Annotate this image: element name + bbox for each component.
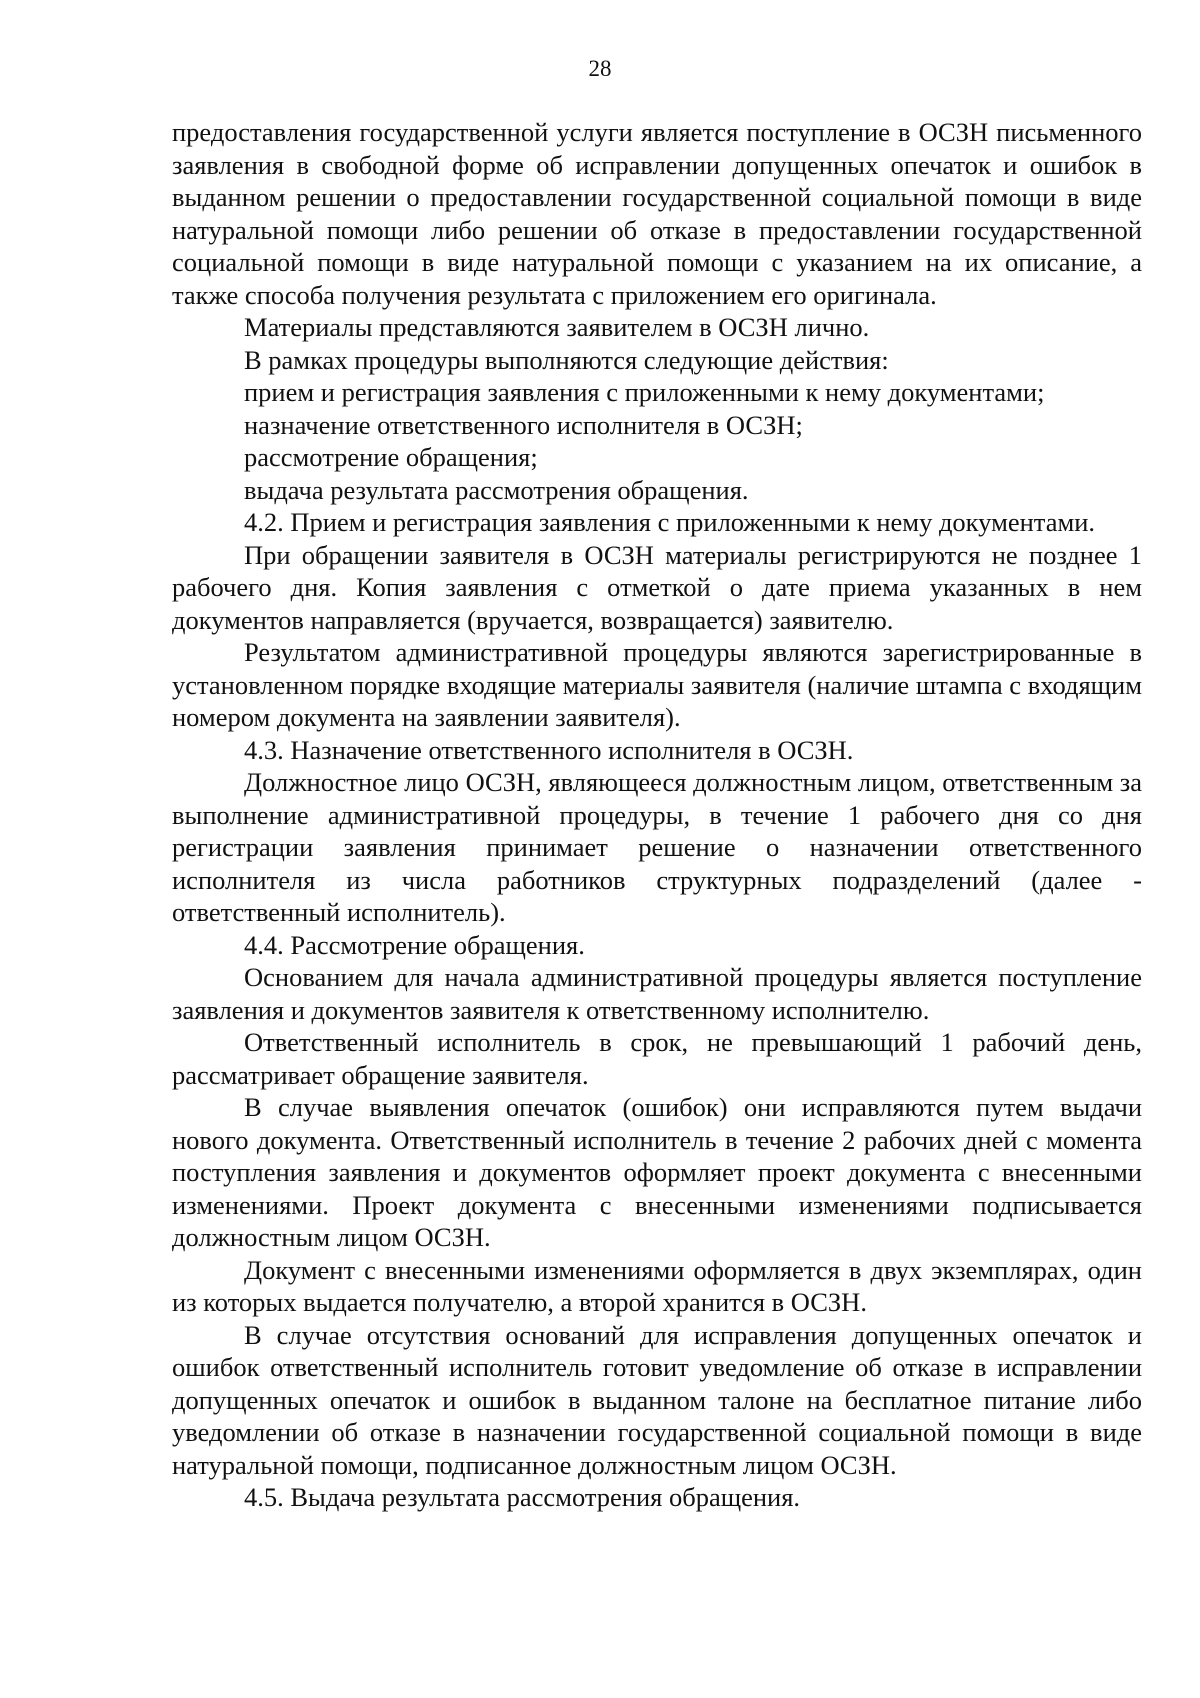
paragraph: Материалы представляются заявителем в ОСЗН лично. [244,312,870,342]
section-heading-4-5: 4.5. Выдача результата рассмотрения обращения. [244,1482,801,1512]
page-number: 28 [588,56,612,81]
paragraph: В случае выявления опечаток (ошибок) они исправляются путем выдачи нового документа. Ответственный исполнитель в течение 2 рабочих дней с момента поступления заявления и документов оформляет проект документа с внесенными изменениями. Проект документа с внесенными изменениями подписывается должностным лицом ОСЗН. [172,1092,1142,1252]
paragraph-continuation: предоставления государственной услуги является поступление в ОСЗН письменного заявления в свободной форме об исправлении допущенных опечаток и ошибок в выданном решении о предоставлении государственной социальной помощи в виде натуральной помощи либо решении об отказе в предоставлении государственной социальной помощи в виде натуральной помощи с указанием на их описание, а также способа получения результата с приложением его оригинала. [172,117,1142,310]
paragraph: В случае отсутствия оснований для исправления допущенных опечаток и ошибок ответственный исполнитель готовит уведомление об отказе в исправлении допущенных опечаток и ошибок в выданном талоне на бесплатное питание либо уведомлении об отказе в назначении государственной социальной помощи в виде натуральной помощи, подписанное должностным лицом ОСЗН. [172,1319,1142,1480]
paragraph: Должностное лицо ОСЗН, являющееся должностным лицом, ответственным за выполнение административной процедуры, в течение 1 рабочего дня со дня регистрации заявления принимает решение о назначении ответственного исполнителя из числа работников структурных подразделений (далее - ответственный исполнитель). [172,767,1142,927]
paragraph: Основанием для начала административной процедуры является поступление заявления и документов заявителя к ответственному исполнителю. [172,962,1142,1025]
list-item: выдача результата рассмотрения обращения. [244,474,749,505]
paragraph: При обращении заявителя в ОСЗН материалы регистрируются не позднее 1 рабочего дня. Копия заявления с отметкой о дате приема указанных в нем документов направляется (вручается, возвращается) заявителю. [172,539,1142,635]
paragraph: Документ с внесенными изменениями оформляется в двух экземплярах, один из которых выдается получателю, а второй хранится в ОСЗН. [172,1254,1142,1317]
list-item: прием и регистрация заявления с приложенными к нему документами; [244,377,1045,407]
paragraph: В рамках процедуры выполняются следующие действия: [244,344,889,375]
section-heading-4-4: 4.4. Рассмотрение обращения. [244,929,585,960]
section-heading-4-3: 4.3. Назначение ответственного исполнителя в ОСЗН. [244,734,854,765]
list-item: назначение ответственного исполнителя в ОСЗН; [244,409,803,440]
document-body [172,116,1142,1514]
paragraph: Результатом административной процедуры являются зарегистрированные в установленном порядке входящие материалы заявителя (наличие штампа с входящим номером документа на заявлении заявителя). [172,637,1142,732]
list-item: рассмотрение обращения; [244,442,538,472]
section-heading-4-2: 4.2. Прием и регистрация заявления с приложенными к нему документами. [244,507,1096,537]
paragraph: Ответственный исполнитель в срок, не превышающий 1 рабочий день, рассматривает обращение заявителя. [172,1027,1142,1090]
